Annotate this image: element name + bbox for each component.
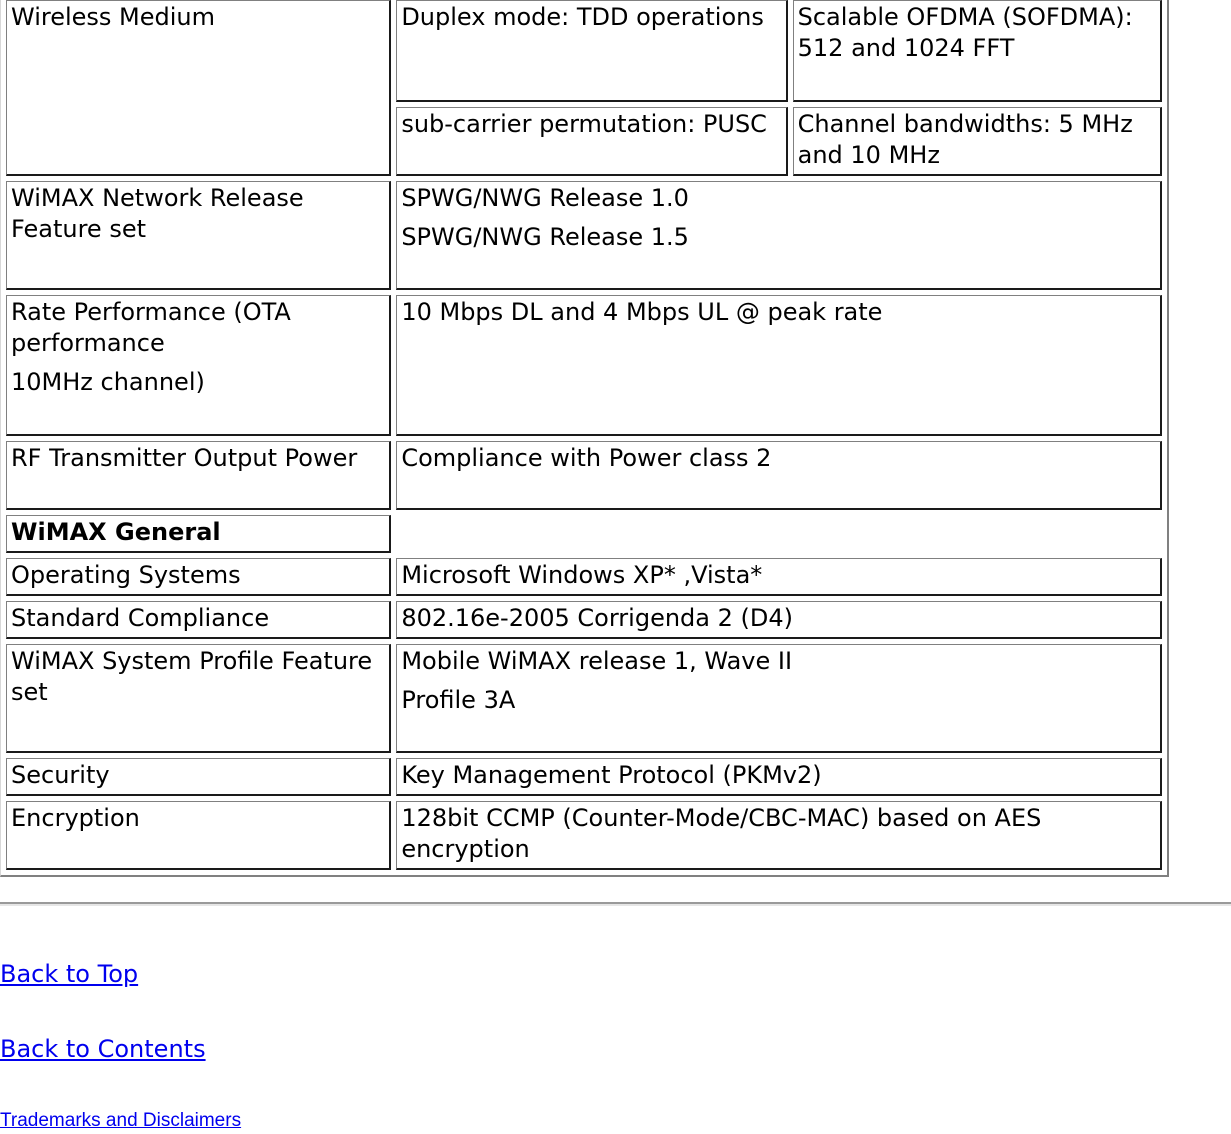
- network-release-value-2: SPWG/NWG Release 1.5: [401, 223, 689, 251]
- trademarks-link[interactable]: Trademarks and Disclaimers: [0, 1110, 242, 1131]
- duplex-mode-cell: [396, 0, 787, 102]
- rate-performance-value: 10 Mbps DL and 4 Mbps UL @ peak rate: [401, 298, 883, 326]
- table-row: [6, 0, 1162, 102]
- network-release-label-cell: [6, 181, 391, 290]
- rf-output-label: RF Transmitter Output Power: [11, 444, 358, 472]
- table-row: [6, 801, 1162, 870]
- network-release-value-1: SPWG/NWG Release 1.0: [401, 184, 689, 212]
- system-profile-value-2: Profile 3A: [401, 686, 516, 714]
- back-to-contents-link[interactable]: Back to Contents: [0, 1035, 206, 1063]
- standard-compliance-label: Standard Compliance: [11, 604, 270, 632]
- table-row: [6, 758, 1162, 796]
- rate-performance-label-cell: [6, 295, 391, 436]
- table-row: [6, 441, 1162, 510]
- system-profile-value-1: Mobile WiMAX release 1, Wave II: [401, 647, 793, 675]
- permutation-value: sub-carrier permutation: PUSC: [401, 110, 767, 138]
- sofdma-value: Scalable OFDMA (SOFDMA): 512 and 1024 FFT: [797, 3, 1133, 62]
- bandwidths-value: Channel bandwidths: 5 MHz and 10 MHz: [797, 110, 1133, 169]
- permutation-cell: [396, 107, 787, 176]
- network-release-value-cell: [396, 181, 1162, 290]
- operating-systems-value-cell: [396, 558, 1162, 596]
- table-row: [6, 644, 1162, 753]
- standard-compliance-value-cell: [396, 601, 1162, 639]
- encryption-label: Encryption: [11, 804, 140, 832]
- security-label-cell: [6, 758, 391, 796]
- rate-performance-label-1: Rate Performance (OTA performance: [11, 298, 291, 357]
- system-profile-label: WiMAX System Profile Feature set: [11, 647, 373, 706]
- wireless-medium-label-cell: [6, 0, 391, 176]
- operating-systems-value: Microsoft Windows XP* ,Vista*: [401, 561, 763, 589]
- general-header-cell: [6, 515, 391, 553]
- rate-performance-value-cell: [396, 295, 1162, 436]
- rf-output-label-cell: [6, 441, 391, 510]
- system-profile-label-cell: [6, 644, 391, 753]
- rf-output-value-cell: [396, 441, 1162, 510]
- rate-performance-label-2: 10MHz channel): [11, 368, 205, 396]
- security-value: Key Management Protocol (PKMv2): [401, 761, 822, 789]
- rf-output-value: Compliance with Power class 2: [401, 444, 772, 472]
- encryption-label-cell: [6, 801, 391, 870]
- table-row: [6, 181, 1162, 290]
- back-to-top-link[interactable]: Back to Top: [0, 960, 139, 988]
- table-row: [6, 515, 1162, 553]
- table-row: [6, 295, 1162, 436]
- system-profile-value-cell: [396, 644, 1162, 753]
- table-row: [6, 558, 1162, 596]
- duplex-mode-value: Duplex mode: TDD operations: [401, 3, 764, 31]
- general-header: WiMAX General: [11, 518, 221, 546]
- operating-systems-label-cell: [6, 558, 391, 596]
- horizontal-rule: [0, 902, 1231, 906]
- standard-compliance-label-cell: [6, 601, 391, 639]
- table-row: [6, 601, 1162, 639]
- bandwidths-cell: [793, 107, 1162, 176]
- security-label: Security: [11, 761, 110, 789]
- network-release-label: WiMAX Network Release Feature set: [11, 184, 304, 243]
- sofdma-cell: [793, 0, 1162, 102]
- encryption-value-cell: [396, 801, 1162, 870]
- operating-systems-label: Operating Systems: [11, 561, 241, 589]
- encryption-value: 128bit CCMP (Counter-Mode/CBC-MAC) based on AES encryption: [401, 804, 1042, 863]
- standard-compliance-value: 802.16e-2005 Corrigenda 2 (D4): [401, 604, 793, 632]
- wireless-medium-label: Wireless Medium: [11, 3, 216, 31]
- security-value-cell: [396, 758, 1162, 796]
